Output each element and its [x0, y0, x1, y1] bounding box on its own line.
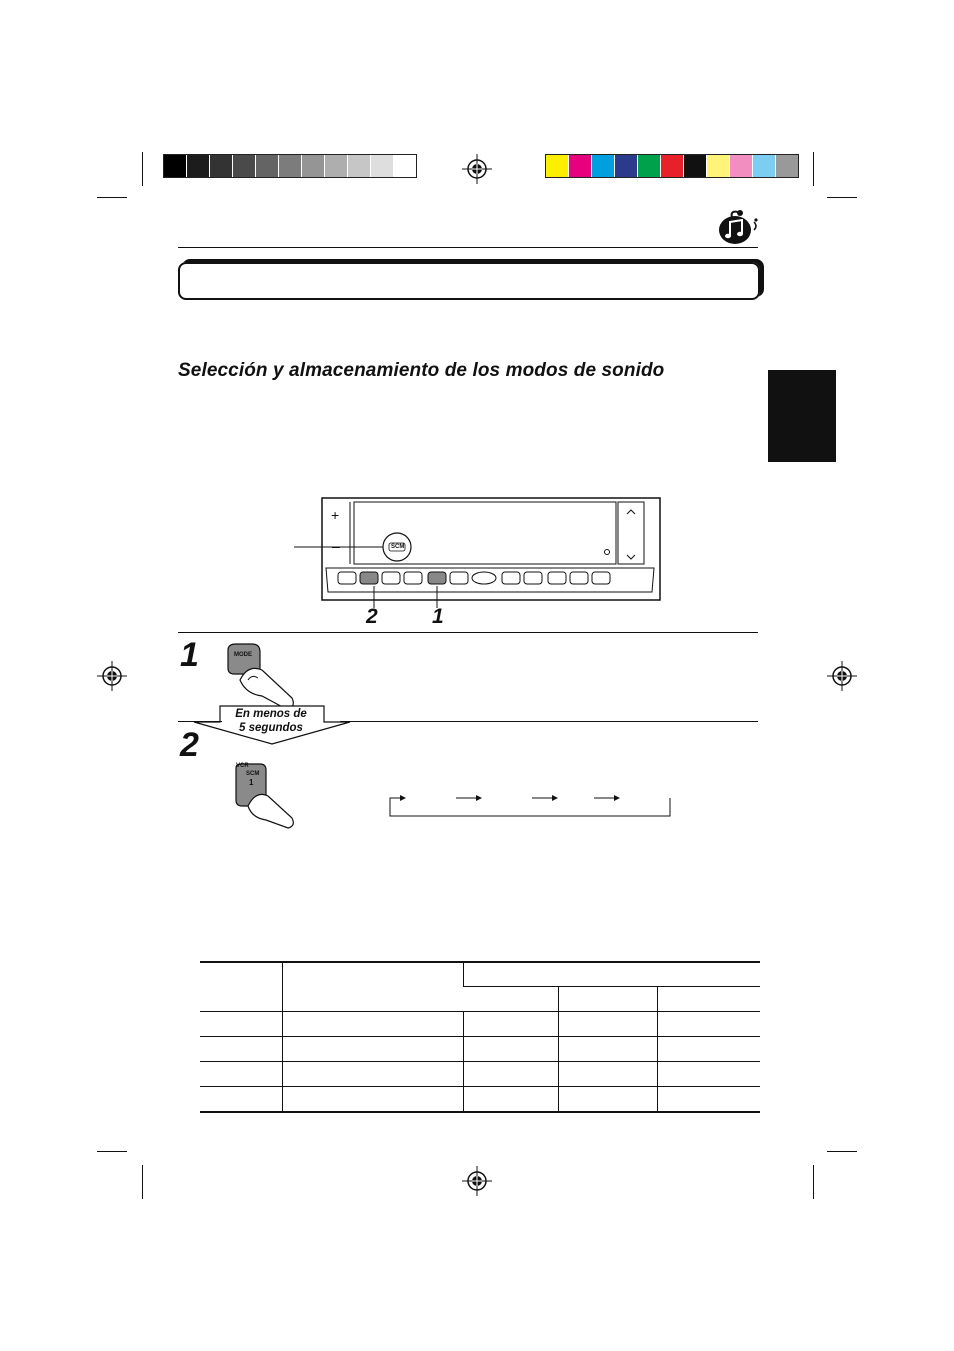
crop-mark	[97, 1151, 127, 1152]
scm-button-number: 1	[249, 778, 254, 787]
step-2-number: 2	[180, 726, 199, 764]
color-swatch	[393, 155, 416, 177]
registration-mark-top	[462, 154, 492, 184]
color-swatch	[683, 155, 706, 177]
table-header-cell	[464, 962, 761, 987]
crop-mark	[142, 1165, 143, 1199]
table-row	[200, 1012, 760, 1037]
callout-2: 2	[366, 605, 378, 628]
color-swatch	[614, 155, 637, 177]
table-row	[200, 1062, 760, 1087]
grayscale-color-bar	[163, 154, 417, 178]
language-tab	[768, 370, 836, 462]
crop-mark	[813, 152, 814, 186]
section-banner	[178, 262, 760, 300]
table-subheader-cell	[657, 987, 760, 1012]
color-swatch	[255, 155, 278, 177]
timing-tag	[222, 707, 320, 735]
table-cell	[283, 1037, 464, 1062]
car-stereo-illustration	[290, 494, 670, 634]
header-rule	[178, 247, 758, 248]
step-1-rule	[178, 632, 758, 633]
scm-button-label: SCM	[246, 771, 260, 777]
table-cell	[657, 1087, 760, 1113]
callout-1: 1	[432, 605, 444, 628]
registration-mark-bottom	[462, 1166, 492, 1196]
crop-mark	[813, 1165, 814, 1199]
table-cell	[200, 1087, 283, 1113]
table-cell	[464, 1087, 559, 1113]
table-cell	[464, 1012, 559, 1037]
color-swatch	[752, 155, 775, 177]
table-row	[200, 1087, 760, 1113]
registration-mark-right	[827, 661, 857, 691]
table-cell	[200, 1012, 283, 1037]
section-title: Selección y almacenamiento de los modos de sonido	[178, 360, 665, 381]
vcr-label: VCR	[236, 763, 249, 769]
color-swatch	[729, 155, 752, 177]
table-cell	[558, 1012, 657, 1037]
color-swatch	[706, 155, 729, 177]
step-1-number: 1	[180, 636, 199, 674]
step-2-rule-left	[178, 721, 222, 722]
table-header-cell	[283, 962, 464, 1012]
crop-mark	[97, 197, 127, 198]
music-note-icon	[718, 208, 762, 246]
color-swatch	[209, 155, 232, 177]
color-swatch	[568, 155, 591, 177]
table-row	[200, 1037, 760, 1062]
color-swatch	[347, 155, 370, 177]
sound-button-label: SCM	[391, 544, 405, 550]
color-swatch	[324, 155, 347, 177]
table-cell	[657, 1037, 760, 1062]
table-cell	[283, 1087, 464, 1113]
table-cell	[558, 1062, 657, 1087]
color-swatch	[637, 155, 660, 177]
color-swatch	[370, 155, 393, 177]
minus-button: –	[332, 538, 340, 554]
timing-tag-line1: En menos de	[235, 708, 307, 720]
step-2-rule	[340, 721, 758, 722]
sound-mode-table	[200, 962, 760, 1113]
color-swatch	[164, 155, 186, 177]
mode-cycle-diagram	[386, 788, 674, 820]
color-swatch	[232, 155, 255, 177]
registration-mark-left	[97, 661, 127, 691]
table-cell	[283, 1062, 464, 1087]
color-swatch	[278, 155, 301, 177]
table-subheader-cell	[558, 987, 657, 1012]
table-header-cell	[200, 962, 283, 1012]
crop-mark	[827, 197, 857, 198]
timing-tag-line2: 5 segundos	[239, 722, 303, 734]
color-swatch	[591, 155, 614, 177]
table-cell	[200, 1037, 283, 1062]
color-swatch	[301, 155, 324, 177]
table-cell	[558, 1037, 657, 1062]
color-swatch	[660, 155, 683, 177]
color-swatch	[546, 155, 568, 177]
table-cell	[657, 1012, 760, 1037]
table-cell	[464, 1062, 559, 1087]
finger-press-scm-icon	[226, 760, 298, 832]
table-cell	[657, 1062, 760, 1087]
crop-mark	[827, 1151, 857, 1152]
table-subheader-cell	[464, 987, 559, 1012]
table-cell	[283, 1012, 464, 1037]
mode-button-label: MODE	[234, 652, 252, 658]
plus-button: +	[331, 507, 340, 523]
table-cell	[464, 1037, 559, 1062]
process-color-bar	[545, 154, 799, 178]
table-header-row	[200, 962, 760, 987]
crop-mark	[142, 152, 143, 186]
color-swatch	[186, 155, 209, 177]
color-swatch	[775, 155, 798, 177]
table-cell	[558, 1087, 657, 1113]
table-cell	[200, 1062, 283, 1087]
